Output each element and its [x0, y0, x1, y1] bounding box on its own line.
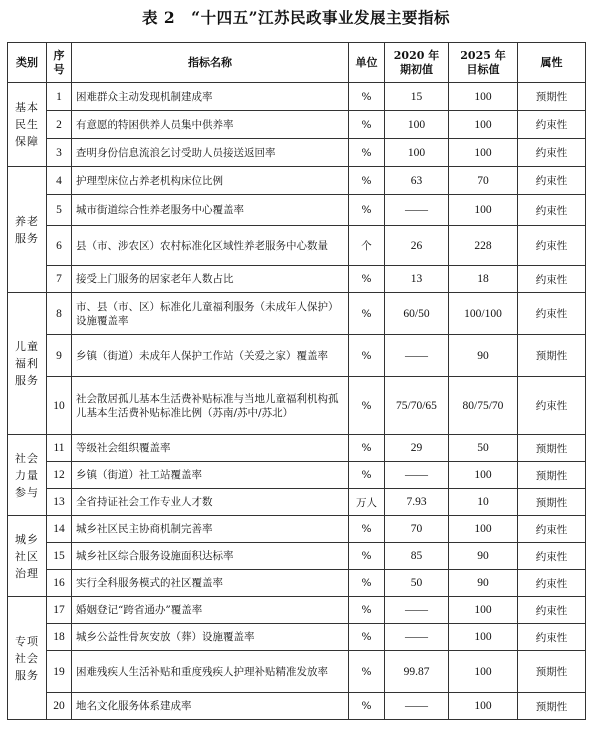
target-cell: 100 [449, 693, 518, 720]
name-cell: 婚姻登记“跨省通办”覆盖率 [72, 597, 349, 624]
target-cell: 10 [449, 489, 518, 516]
seq-cell: 6 [47, 226, 72, 266]
attr-cell: 约束性 [518, 516, 586, 543]
name-cell: 有意愿的特困供养人员集中供养率 [72, 111, 349, 139]
name-cell: 社会散居孤儿基本生活费补贴标准与当地儿童福利机构孤儿基本生活费补贴标准比例（苏南/苏中/苏北） [72, 377, 349, 435]
table-row [8, 226, 586, 266]
table-row [8, 597, 586, 624]
attr-cell: 约束性 [518, 266, 586, 293]
name-cell: 护理型床位占养老机构床位比例 [72, 167, 349, 195]
base-cell: —— [385, 693, 449, 720]
header-category: 类别 [8, 43, 47, 83]
unit-cell: 万人 [349, 489, 385, 516]
base-cell: 100 [385, 111, 449, 139]
attr-cell: 预期性 [518, 435, 586, 462]
header-name: 指标名称 [72, 43, 349, 83]
unit-cell: % [349, 462, 385, 489]
base-cell: 63 [385, 167, 449, 195]
seq-cell: 5 [47, 195, 72, 226]
category-cell: 基本 民生 保障 [8, 83, 47, 167]
attr-cell: 预期性 [518, 489, 586, 516]
unit-cell: % [349, 111, 385, 139]
target-cell: 100 [449, 597, 518, 624]
target-cell: 80/75/70 [449, 377, 518, 435]
table-row [8, 139, 586, 167]
attr-cell: 预期性 [518, 462, 586, 489]
table-row [8, 335, 586, 377]
seq-cell: 10 [47, 377, 72, 435]
header-attr: 属性 [518, 43, 586, 83]
base-cell: 99.87 [385, 651, 449, 693]
seq-cell: 17 [47, 597, 72, 624]
unit-cell: 个 [349, 226, 385, 266]
seq-cell: 7 [47, 266, 72, 293]
target-cell: 100 [449, 139, 518, 167]
base-cell: —— [385, 195, 449, 226]
base-cell: 70 [385, 516, 449, 543]
category-cell: 社会 力量 参与 [8, 435, 47, 516]
name-cell: 城乡社区综合服务设施面积达标率 [72, 543, 349, 570]
name-cell: 困难群众主动发现机制建成率 [72, 83, 349, 111]
table-row [8, 111, 586, 139]
seq-cell: 13 [47, 489, 72, 516]
table-row [8, 651, 586, 693]
seq-cell: 20 [47, 693, 72, 720]
seq-cell: 3 [47, 139, 72, 167]
unit-cell: % [349, 651, 385, 693]
target-cell: 90 [449, 543, 518, 570]
header-base: 2020 年 期初值 [385, 43, 449, 83]
unit-cell: % [349, 624, 385, 651]
attr-cell: 约束性 [518, 377, 586, 435]
name-cell: 困难残疾人生活补贴和重度残疾人护理补贴精准发放率 [72, 651, 349, 693]
table-row [8, 462, 586, 489]
table-row [8, 543, 586, 570]
name-cell: 城市街道综合性养老服务中心覆盖率 [72, 195, 349, 226]
table-row [8, 435, 586, 462]
base-cell: 15 [385, 83, 449, 111]
base-cell: —— [385, 335, 449, 377]
header-row [8, 43, 586, 83]
target-cell: 90 [449, 570, 518, 597]
name-cell: 实行全科服务模式的社区覆盖率 [72, 570, 349, 597]
attr-cell: 约束性 [518, 226, 586, 266]
unit-cell: % [349, 570, 385, 597]
attr-cell: 约束性 [518, 195, 586, 226]
table-row [8, 195, 586, 226]
unit-cell: % [349, 195, 385, 226]
category-cell: 养老 服务 [8, 167, 47, 293]
indicators-table [7, 42, 586, 720]
name-cell: 全省持证社会工作专业人才数 [72, 489, 349, 516]
table-row [8, 570, 586, 597]
attr-cell: 约束性 [518, 167, 586, 195]
category-cell: 儿童 福利 服务 [8, 293, 47, 435]
header-unit: 单位 [349, 43, 385, 83]
base-cell: 29 [385, 435, 449, 462]
target-cell: 100 [449, 83, 518, 111]
base-cell: 75/70/65 [385, 377, 449, 435]
table-row [8, 167, 586, 195]
seq-cell: 2 [47, 111, 72, 139]
attr-cell: 约束性 [518, 570, 586, 597]
base-cell: 100 [385, 139, 449, 167]
name-cell: 等级社会组织覆盖率 [72, 435, 349, 462]
table-row [8, 489, 586, 516]
base-cell: 7.93 [385, 489, 449, 516]
attr-cell: 预期性 [518, 693, 586, 720]
attr-cell: 约束性 [518, 543, 586, 570]
seq-cell: 18 [47, 624, 72, 651]
seq-cell: 8 [47, 293, 72, 335]
unit-cell: % [349, 597, 385, 624]
seq-cell: 11 [47, 435, 72, 462]
seq-cell: 1 [47, 83, 72, 111]
attr-cell: 预期性 [518, 83, 586, 111]
table-row [8, 83, 586, 111]
category-cell: 城乡 社区 治理 [8, 516, 47, 597]
table-row [8, 266, 586, 293]
base-cell: 26 [385, 226, 449, 266]
table-row [8, 293, 586, 335]
seq-cell: 9 [47, 335, 72, 377]
base-cell: —— [385, 624, 449, 651]
table-row [8, 693, 586, 720]
name-cell: 查明身份信息流浪乞讨受助人员接送返回率 [72, 139, 349, 167]
target-cell: 100 [449, 651, 518, 693]
attr-cell: 预期性 [518, 335, 586, 377]
unit-cell: % [349, 543, 385, 570]
attr-cell: 约束性 [518, 624, 586, 651]
unit-cell: % [349, 435, 385, 462]
seq-cell: 4 [47, 167, 72, 195]
unit-cell: % [349, 693, 385, 720]
attr-cell: 约束性 [518, 293, 586, 335]
base-cell: 85 [385, 543, 449, 570]
seq-cell: 12 [47, 462, 72, 489]
base-cell: 50 [385, 570, 449, 597]
unit-cell: % [349, 139, 385, 167]
name-cell: 市、县（市、区）标准化儿童福利服务（未成年人保护）设施覆盖率 [72, 293, 349, 335]
seq-cell: 14 [47, 516, 72, 543]
seq-cell: 16 [47, 570, 72, 597]
target-cell: 100/100 [449, 293, 518, 335]
unit-cell: % [349, 377, 385, 435]
unit-cell: % [349, 266, 385, 293]
unit-cell: % [349, 83, 385, 111]
name-cell: 乡镇（街道）未成年人保护工作站（关爱之家）覆盖率 [72, 335, 349, 377]
unit-cell: % [349, 516, 385, 543]
target-cell: 100 [449, 516, 518, 543]
target-cell: 100 [449, 195, 518, 226]
target-cell: 90 [449, 335, 518, 377]
name-cell: 接受上门服务的居家老年人数占比 [72, 266, 349, 293]
table-row [8, 516, 586, 543]
name-cell: 城乡公益性骨灰安放（葬）设施覆盖率 [72, 624, 349, 651]
header-target: 2025 年 目标值 [449, 43, 518, 83]
base-cell: 60/50 [385, 293, 449, 335]
name-cell: 地名文化服务体系建成率 [72, 693, 349, 720]
table-row [8, 624, 586, 651]
target-cell: 228 [449, 226, 518, 266]
seq-cell: 19 [47, 651, 72, 693]
base-cell: —— [385, 462, 449, 489]
unit-cell: % [349, 167, 385, 195]
header-seq: 序号 [47, 43, 72, 83]
target-cell: 18 [449, 266, 518, 293]
target-cell: 100 [449, 111, 518, 139]
seq-cell: 15 [47, 543, 72, 570]
unit-cell: % [349, 293, 385, 335]
table-row [8, 377, 586, 435]
attr-cell: 预期性 [518, 651, 586, 693]
attr-cell: 约束性 [518, 111, 586, 139]
table-title: 表 2 “十四五”江苏民政事业发展主要指标 [141, 8, 450, 27]
name-cell: 乡镇（街道）社工站覆盖率 [72, 462, 349, 489]
base-cell: 13 [385, 266, 449, 293]
target-cell: 100 [449, 624, 518, 651]
attr-cell: 约束性 [518, 139, 586, 167]
base-cell: —— [385, 597, 449, 624]
name-cell: 县（市、涉农区）农村标准化区域性养老服务中心数量 [72, 226, 349, 266]
target-cell: 50 [449, 435, 518, 462]
target-cell: 100 [449, 462, 518, 489]
target-cell: 70 [449, 167, 518, 195]
unit-cell: % [349, 335, 385, 377]
name-cell: 城乡社区民主协商机制完善率 [72, 516, 349, 543]
category-cell: 专项 社会 服务 [8, 597, 47, 720]
attr-cell: 约束性 [518, 597, 586, 624]
